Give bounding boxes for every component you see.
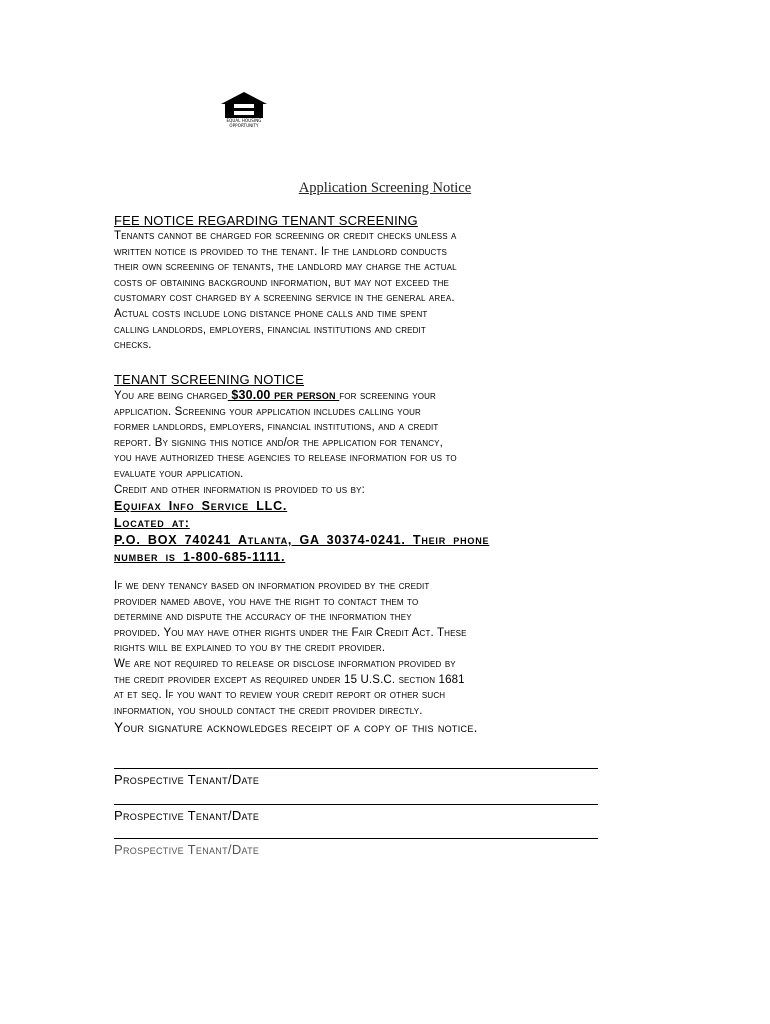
rights-line: rights will be explained to you by the credit provider. <box>114 642 386 655</box>
signature-line-1[interactable] <box>114 768 598 769</box>
screening-line: you have authorized these agencies to release information for us to <box>114 452 457 465</box>
fee-charge-suffix: for screening your <box>339 390 436 402</box>
page-title: Application Screening Notice <box>298 180 472 196</box>
rights-line: provider named above, you have the right to contact them to <box>114 595 419 608</box>
tenant-rights-section <box>114 579 654 737</box>
screening-line: evaluate your application. <box>114 467 244 480</box>
signature-label-3: Prospective Tenant/Date <box>114 842 260 857</box>
fee-charge-line <box>114 388 654 405</box>
located-at-label: Located at: <box>114 516 190 531</box>
logo-caption-line1: EQUAL HOUSING <box>226 118 262 123</box>
equal-housing-logo <box>219 90 269 130</box>
signature-line-2[interactable] <box>114 804 598 805</box>
fee-notice-line: written notice is provided to the tenant. If the landlord conducts <box>114 245 447 258</box>
logo-caption-line2: OPPORTUNITY <box>229 122 259 128</box>
screening-line: report. By signing this notice and/or the application for tenancy, <box>114 436 443 449</box>
fee-charge-prefix: You are being charged <box>114 390 228 402</box>
fee-amount: $30.00 per person <box>227 388 340 402</box>
fee-notice-line: calling landlords, employers, financial institutions and credit <box>114 323 426 336</box>
rights-line: determine and dispute the accuracy of the information they <box>114 611 412 624</box>
signature-label-1: Prospective Tenant/Date <box>114 772 260 787</box>
credit-provider-name: Equifax Info Service LLC. <box>114 499 288 514</box>
signature-line-3[interactable] <box>114 838 598 839</box>
tenant-screening-heading: TENANT SCREENING NOTICE <box>114 372 304 387</box>
fee-notice-section <box>114 213 654 354</box>
credit-provider-address: P.O. BOX 740241 Atlanta, GA 30374-0241. Their phone <box>114 533 490 548</box>
rights-line: at et seq. If you want to review your credit report or other such <box>114 689 446 702</box>
logo-caption <box>219 119 269 128</box>
fee-notice-line: Tenants cannot be charged for screening or credit checks unless a <box>114 230 457 242</box>
fee-notice-line: their own screening of tenants, the landlord may charge the actual <box>114 261 457 274</box>
screening-line: application. Screening your application includes calling your <box>114 405 421 418</box>
fee-notice-heading: FEE NOTICE REGARDING TENANT SCREENING <box>114 213 418 228</box>
equal-housing-opportunity-icon <box>219 90 269 120</box>
rights-line: provided. You may have other rights under the Fair Credit Act. These <box>114 626 467 639</box>
acknowledgement-line: Your signature acknowledges receipt of a copy of this notice. <box>114 720 478 736</box>
screening-line: former landlords, employers, financial institutions, and a credit <box>114 421 439 434</box>
fee-notice-line: customary cost charged by a screening service in the general area. <box>114 292 455 305</box>
signature-label-2: Prospective Tenant/Date <box>114 808 260 823</box>
rights-line: If we deny tenancy based on information provided by the credit <box>114 580 430 592</box>
fee-notice-line: Actual costs include long distance phone calls and time spent <box>114 307 428 320</box>
tenant-screening-section <box>114 372 654 566</box>
rights-line: information, you should contact the credit provider directly. <box>114 704 423 717</box>
rights-line: the credit provider except as required under 15 U.S.C. section 1681 <box>114 673 465 686</box>
fee-notice-line: checks. <box>114 339 152 352</box>
credit-provider-phone: number is 1-800-685-1111. <box>114 550 286 565</box>
rights-line: We are not required to release or disclose information provided by <box>114 657 456 670</box>
fee-notice-line: costs of obtaining background information, but may not exceed the <box>114 276 450 289</box>
screening-line: Credit and other information is provided to us by: <box>114 483 365 496</box>
